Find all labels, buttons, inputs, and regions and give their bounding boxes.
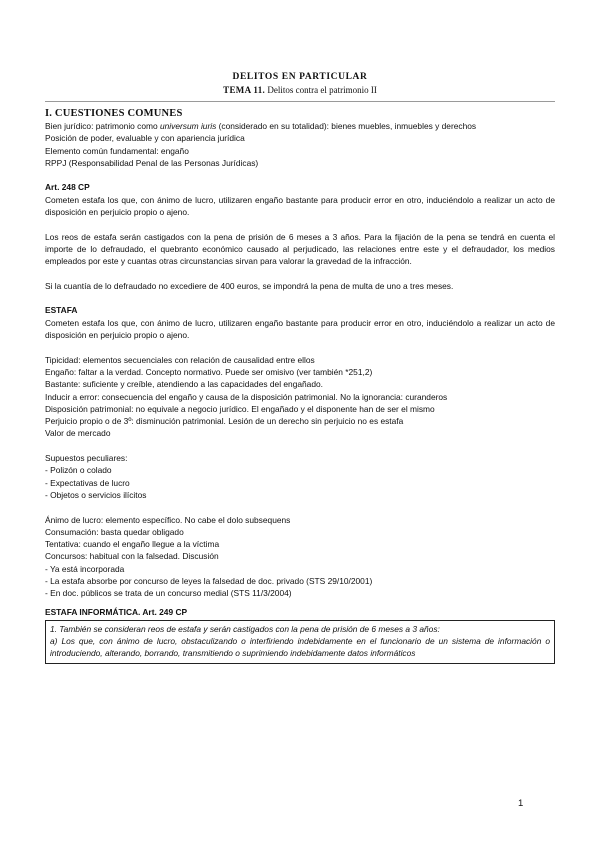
document-subtitle (45, 84, 555, 97)
tipicidad-line: Tipicidad: elementos secuenciales con relación de causalidad entre ellos (45, 354, 315, 365)
animo-line: Consumación: basta quedar obligado (45, 526, 184, 537)
art248-paragraph-3: Si la cuantía de lo defraudado no excediere de 400 euros, se impondrá la pena de multa de uno a tres meses. (45, 280, 454, 291)
supuestos-line: - Polizón o colado (45, 465, 112, 476)
supuestos-line: Supuestos peculiares: (45, 453, 128, 464)
section-title-estafa-informatica: ESTAFA INFORMÁTICA. Art. 249 CP (45, 606, 188, 617)
list-item: RPPJ (Responsabilidad Penal de las Personas Jurídicas) (45, 157, 259, 168)
section-title-cuestiones: I. CUESTIONES COMUNES (45, 108, 183, 119)
section-title-art248: Art. 248 CP (45, 182, 90, 193)
quoted-article-line: a) Los que, con ánimo de lucro, obstaculizando o interfiriendo indebidamente en el funcionario de un sistema de información o introduciendo, alterando, borrando, transmitiendo o suprimiendo indebidamente datos informáticos (50, 636, 550, 659)
document-title: DELITOS EN PARTICULAR (232, 72, 368, 82)
quoted-article-line: 1. También se consideran reos de estafa y serán castigados con la pena de prisión de 6 meses a 3 años: (50, 623, 440, 634)
tipicidad-line: Inducir a error: consecuencia del engaño y causa de la disposición patrimonial. No la ignorancia: curanderos (45, 391, 448, 402)
supuestos-line: - Expectativas de lucro (45, 477, 130, 488)
page-content (45, 70, 555, 664)
animo-line: - Ya está incorporada (45, 563, 125, 574)
animo-line: - La estafa absorbe por concurso de leyes la falsedad de doc. privado (STS 29/10/2001) (45, 575, 373, 586)
section-title-estafa: ESTAFA (45, 305, 78, 316)
quoted-article-box (45, 620, 555, 664)
list-item: Elemento común fundamental: engaño (45, 145, 189, 156)
page-number: 1 (518, 798, 524, 809)
animo-line: Ánimo de lucro: elemento específico. No cabe el dolo subsequens (45, 514, 291, 525)
bien-juridico-paragraph: Bien jurídico: patrimonio como universum iuris (considerado en su totalidad): bienes muebles, inmuebles y derechos (45, 121, 477, 131)
list-item: Posición de poder, evaluable y con apariencia jurídica (45, 133, 245, 144)
estafa-paragraph: Cometen estafa los que, con ánimo de lucro, utilizaren engaño bastante para producir error en otro, induciéndolo a realizar un acto de disposición en perjuicio propio o ajeno. (45, 317, 555, 341)
supuestos-line: - Objetos o servicios ilícitos (45, 489, 147, 500)
topic-number: TEMA 11. (223, 85, 266, 95)
tipicidad-line: Disposición patrimonial: no equivale a negocio jurídico. El engañado y el disponente han de ser el mismo (45, 403, 435, 414)
art248-paragraph-2: Los reos de estafa serán castigados con la pena de prisión de 6 meses a 3 años. Para la fijación de la pena se tendrá en cuenta el importe de lo defraudado, el quebranto económico causado al perjudicado, las relaciones entre este y el defraudador, los medios empleados por este y cuantas otras circunstancias sirvan para valorar la gravedad de la infracción. (45, 231, 555, 267)
tipicidad-line: Perjuicio propio o de 3º: disminución patrimonial. Lesión de un derecho sin perjuicio no es estafa (45, 416, 404, 427)
animo-line: - En doc. públicos se trata de un concurso medial (STS 11/3/2004) (45, 588, 292, 599)
tipicidad-line: Engaño: faltar a la verdad. Concepto normativo. Puede ser omisivo (ver también *251,2) (45, 366, 373, 377)
animo-line: Concursos: habitual con la falsedad. Discusión (45, 551, 219, 562)
tipicidad-line: Valor de mercado (45, 428, 111, 439)
document-header (45, 70, 555, 97)
topic-name: Delitos contra el patrimonio II (267, 85, 377, 95)
tipicidad-line: Bastante: suficiente y creíble, atendiendo a las capacidades del engañado. (45, 379, 323, 390)
header-divider (45, 101, 555, 102)
animo-line: Tentativa: cuando el engaño llegue a la víctima (45, 539, 220, 550)
art248-paragraph-1: Cometen estafa los que, con ánimo de lucro, utilizaren engaño bastante para producir error en otro, induciéndolo a realizar un acto de disposición en perjuicio propio o ajeno. (45, 194, 555, 218)
